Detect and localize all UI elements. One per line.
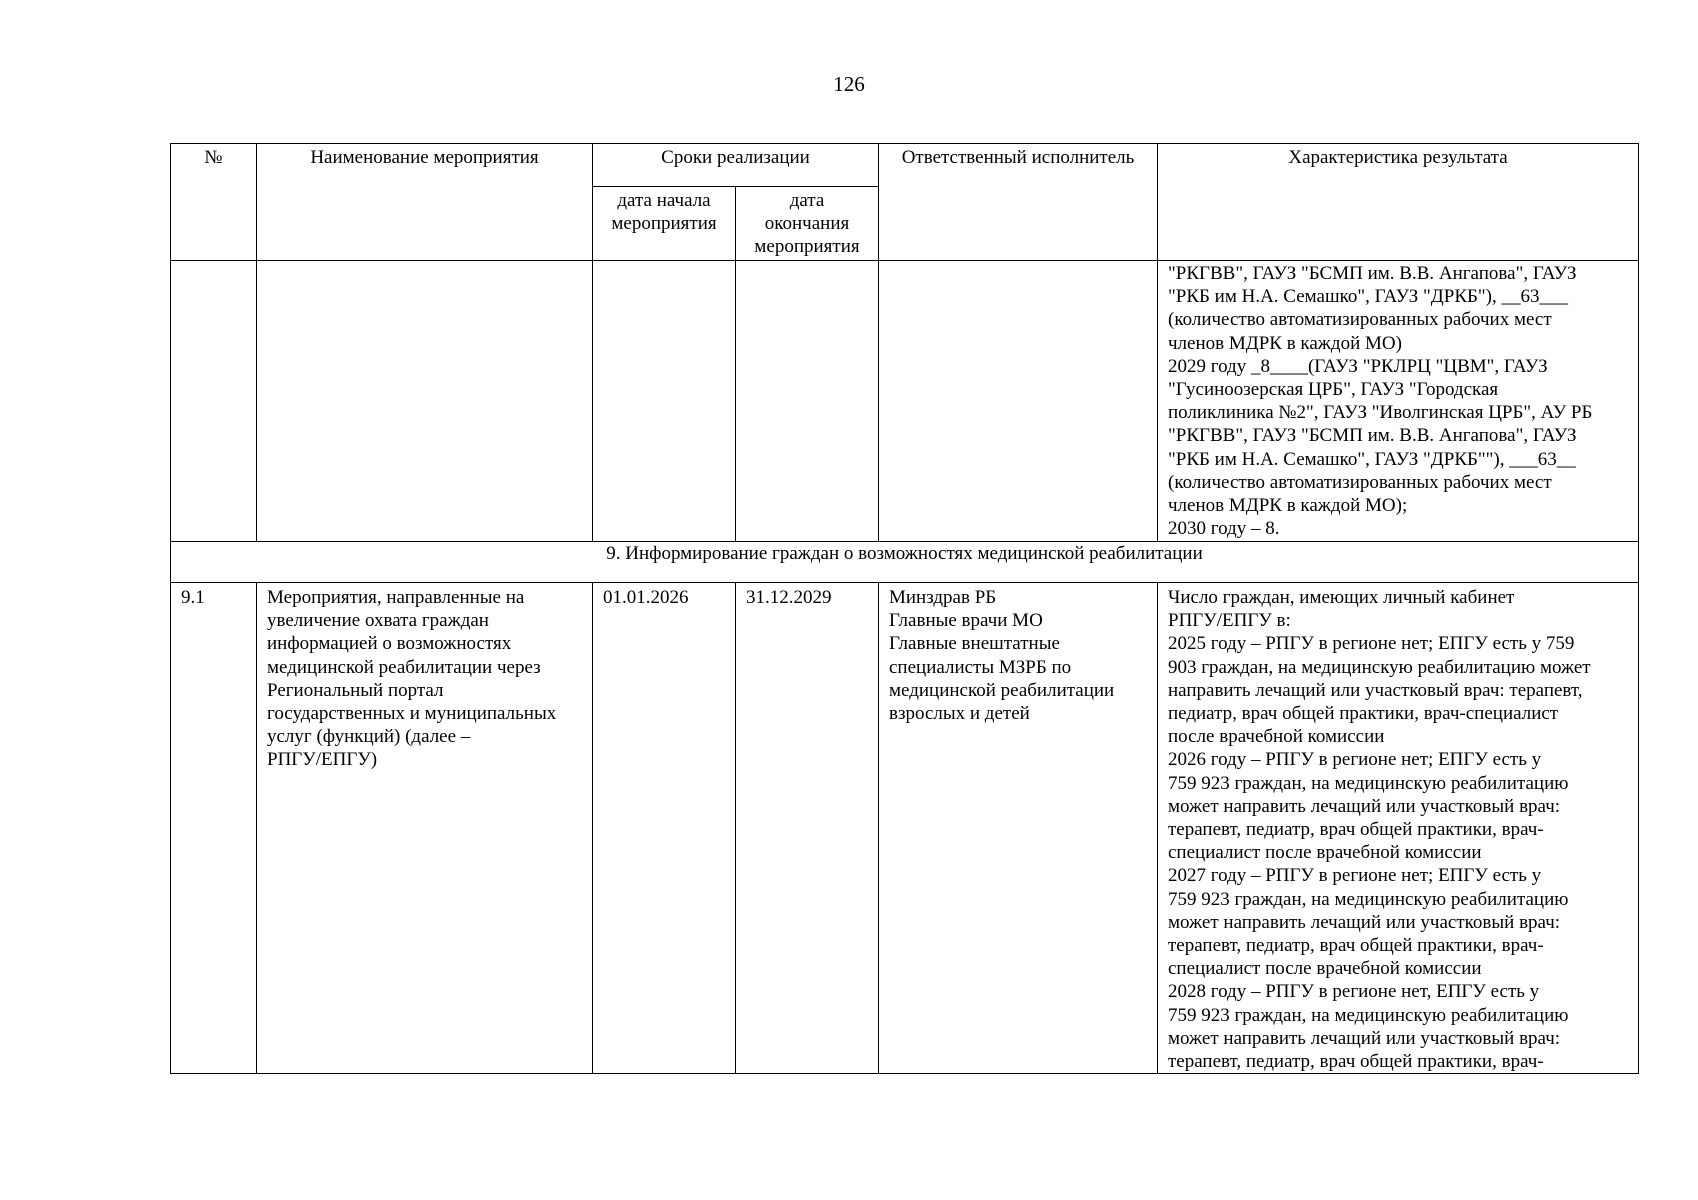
- cell-executor: [879, 583, 1158, 1074]
- header-start-line: дата начала: [617, 190, 711, 211]
- header-num: №: [171, 144, 257, 261]
- header-end-line: окончания: [764, 213, 850, 234]
- result-line: (количество автоматизированных рабочих мест: [1168, 309, 1552, 331]
- result-line: терапевт, педиатр, врач общей практики, врач-: [1168, 935, 1544, 957]
- result-line: может направить лечащий или участковый врач:: [1168, 795, 1561, 817]
- result-line: педиатр, врач общей практики, врач-специалист: [1168, 703, 1559, 725]
- result-line: терапевт, педиатр, врач общей практики, врач-: [1168, 819, 1544, 841]
- header-terms: Сроки реализации: [593, 144, 879, 187]
- cell-start: 01.01.2026: [593, 583, 736, 1074]
- name-line: РПГУ/ЕПГУ): [267, 749, 378, 771]
- cell-name: [257, 583, 593, 1074]
- cell-result: [1158, 583, 1639, 1074]
- result-line: может направить лечащий или участковый врач:: [1168, 911, 1561, 933]
- page-number: 126: [833, 72, 865, 96]
- cell-num: [171, 261, 257, 542]
- executor-line: специалисты МЗРБ по: [889, 656, 1072, 678]
- result-line: специалист после врачебной комиссии: [1168, 958, 1482, 980]
- cell-executor: [879, 261, 1158, 542]
- executor-line: Главные врачи МО: [889, 610, 1043, 632]
- header-start-date: [593, 187, 736, 261]
- name-line: государственных и муниципальных: [267, 703, 557, 725]
- result-line: 759 923 граждан, на медицинскую реабилитацию: [1168, 772, 1569, 794]
- executor-line: Главные внештатные: [889, 633, 1060, 655]
- section-row: [171, 542, 1639, 583]
- table-header: [171, 144, 1639, 261]
- cell-start: [593, 261, 736, 542]
- header-end-line: дата: [789, 190, 825, 211]
- result-line: 2029 году _8____(ГАУЗ "РКЛРЦ "ЦВМ", ГАУЗ: [1168, 355, 1548, 377]
- result-line: 2028 году – РПГУ в регионе нет, ЕПГУ есть у: [1168, 981, 1540, 1003]
- result-line: "РКГВВ", ГАУЗ "БСМП им. В.В. Ангапова", ГАУЗ: [1168, 425, 1577, 447]
- result-line: 2026 году – РПГУ в регионе нет; ЕПГУ есть у: [1168, 749, 1542, 771]
- name-line: информацией о возможностях: [267, 633, 512, 655]
- result-line: 2025 году – РПГУ в регионе нет; ЕПГУ есть у 759: [1168, 633, 1575, 655]
- cell-end: [736, 261, 879, 542]
- result-line: (количество автоматизированных рабочих мест: [1168, 471, 1552, 493]
- cell-result: [1158, 261, 1639, 542]
- result-line: 759 923 граждан, на медицинскую реабилитацию: [1168, 888, 1569, 910]
- result-line: 759 923 граждан, на медицинскую реабилитацию: [1168, 1004, 1569, 1026]
- result-line: терапевт, педиатр, врач общей практики, врач-: [1168, 1051, 1544, 1073]
- result-line: специалист после врачебной комиссии: [1168, 842, 1482, 864]
- cell-name: [257, 261, 593, 542]
- result-line: 2027 году – РПГУ в регионе нет; ЕПГУ есть у: [1168, 865, 1542, 887]
- result-line: РПГУ/ЕПГУ в:: [1168, 610, 1291, 632]
- header-end-line: мероприятия: [754, 236, 860, 257]
- header-start-line: мероприятия: [611, 213, 717, 234]
- name-line: увеличение охвата граждан: [267, 610, 489, 632]
- section-title: 9. Информирование граждан о возможностях медицинской реабилитации: [171, 542, 1639, 583]
- header-end-date: [736, 187, 879, 261]
- result-line: направить лечащий или участковый врач: терапевт,: [1168, 679, 1583, 701]
- name-line: Мероприятия, направленные на: [267, 587, 525, 608]
- result-line: 903 граждан, на медицинскую реабилитацию может: [1168, 656, 1591, 678]
- table-row-continuation: [171, 261, 1639, 542]
- name-line: медицинской реабилитации через: [267, 656, 541, 678]
- header-name: Наименование мероприятия: [257, 144, 593, 261]
- executor-line: медицинской реабилитации: [889, 679, 1115, 701]
- result-line: "РКГВВ", ГАУЗ "БСМП им. В.В. Ангапова", ГАУЗ: [1168, 263, 1577, 284]
- result-line: "РКБ им Н.А. Семашко", ГАУЗ "ДРКБ""), ___63__: [1168, 448, 1576, 470]
- measures-table: [170, 143, 1639, 1074]
- cell-num: 9.1: [171, 583, 257, 1074]
- executor-line: Минздрав РБ: [889, 587, 997, 608]
- result-line: членов МДРК в каждой МО): [1168, 332, 1402, 354]
- result-line: может направить лечащий или участковый врач:: [1168, 1027, 1561, 1049]
- cell-end: 31.12.2029: [736, 583, 879, 1074]
- result-line: "Гусиноозерская ЦРБ", ГАУЗ "Городская: [1168, 379, 1499, 401]
- result-line: членов МДРК в каждой МО);: [1168, 495, 1408, 517]
- header-executor: Ответственный исполнитель: [879, 144, 1158, 261]
- result-line: Число граждан, имеющих личный кабинет: [1168, 587, 1515, 608]
- name-line: Региональный портал: [267, 679, 444, 701]
- result-line: 2030 году – 8.: [1168, 518, 1280, 540]
- name-line: услуг (функций) (далее –: [267, 726, 471, 748]
- header-result: Характеристика результата: [1158, 144, 1639, 261]
- table-row: [171, 583, 1639, 1074]
- executor-line: взрослых и детей: [889, 703, 1030, 725]
- result-line: поликлиника №2", ГАУЗ "Иволгинская ЦРБ", АУ РБ: [1168, 402, 1593, 424]
- result-line: "РКБ им Н.А. Семашко", ГАУЗ "ДРКБ"), __63___: [1168, 286, 1568, 308]
- result-line: после врачебной комиссии: [1168, 726, 1385, 748]
